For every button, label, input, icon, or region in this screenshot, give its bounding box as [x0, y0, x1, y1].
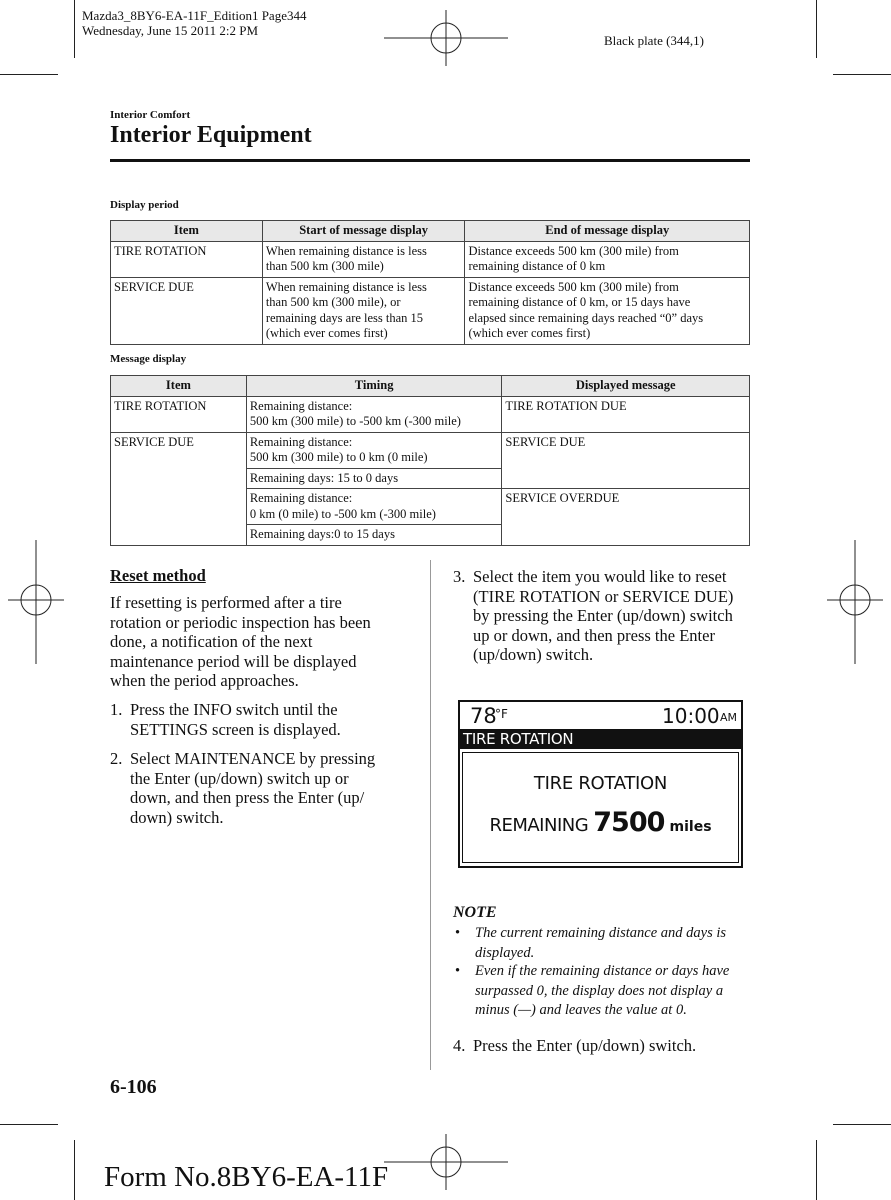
- remaining-unit: miles: [669, 819, 712, 835]
- table-row: [111, 241, 750, 277]
- text-line: Press the INFO switch until the: [130, 700, 338, 719]
- text-line: Even if the remaining distance or days have: [475, 963, 730, 979]
- remaining-value: 7500: [593, 807, 665, 838]
- step-1: [110, 700, 410, 740]
- table-row: [111, 396, 750, 432]
- timing-cell: [246, 489, 502, 525]
- temperature-unit: °F: [495, 707, 508, 721]
- timing-cell: [246, 396, 502, 432]
- page-number: 6-106: [110, 1076, 157, 1098]
- item-cell: SERVICE DUE: [111, 432, 247, 545]
- display-status-bar: [460, 702, 741, 729]
- cell-line: When remaining distance is less: [265, 243, 427, 258]
- cell-line: remaining distance of 0 km, or 15 days have: [468, 295, 691, 309]
- message-display-caption: Message display: [110, 353, 187, 365]
- note-item: [455, 924, 755, 964]
- text-line: Press the Enter (up/down) switch.: [473, 1036, 697, 1055]
- crop-mark: [816, 0, 817, 58]
- instrument-display: [458, 700, 743, 868]
- registration-mark-bottom: [384, 1134, 508, 1190]
- form-number: Form No.8BY6-EA-11F: [104, 1161, 389, 1193]
- message-cell: SERVICE OVERDUE: [502, 489, 750, 546]
- step-4: [453, 1036, 753, 1056]
- timing-cell: [246, 432, 502, 468]
- registration-mark-right: [827, 540, 883, 664]
- note-text: [475, 962, 729, 1021]
- registration-mark-top: [384, 10, 508, 66]
- message-display-table: [110, 375, 750, 546]
- item-cell: TIRE ROTATION: [111, 396, 247, 432]
- column-header: End of message display: [465, 221, 750, 242]
- table-header-row: [111, 221, 750, 242]
- end-cell: [465, 241, 750, 277]
- text-line: (TIRE ROTATION or SERVICE DUE): [473, 586, 734, 606]
- step-number: 1.: [110, 700, 123, 719]
- remaining-label: REMAINING: [489, 815, 589, 836]
- table-row: [111, 277, 750, 344]
- step-3: [453, 567, 753, 667]
- registration-mark-left: [8, 540, 64, 664]
- crop-mark: [74, 1140, 75, 1200]
- display-period-caption: Display period: [110, 199, 179, 211]
- text-line: by pressing the Enter (up/down) switch: [473, 606, 733, 625]
- cell-line: Distance exceeds 500 km (300 mile) from: [468, 243, 679, 258]
- display-main-label: TIRE ROTATION: [533, 773, 668, 794]
- item-cell: SERVICE DUE: [111, 277, 263, 344]
- message-cell: SERVICE DUE: [502, 432, 750, 489]
- end-cell: [465, 277, 750, 344]
- cell-line: (which ever comes first): [468, 326, 591, 340]
- crop-mark: [816, 1140, 817, 1200]
- text-line: If resetting is performed after a tire: [110, 593, 342, 612]
- text-line: SETTINGS screen is displayed.: [130, 719, 341, 739]
- message-cell: TIRE ROTATION DUE: [502, 396, 750, 432]
- column-header: Item: [111, 221, 263, 242]
- bullet-icon: •: [455, 963, 461, 979]
- timing-cell: Remaining days:0 to 15 days: [246, 525, 502, 546]
- cell-line: Distance exceeds 500 km (300 mile) from: [468, 279, 679, 294]
- cell-line: 500 km (300 mile) to 0 km (0 mile): [249, 450, 428, 464]
- crop-mark: [833, 74, 891, 75]
- cell-line: When remaining distance is less: [265, 279, 427, 294]
- title-rule: [110, 159, 750, 162]
- bullet-icon: •: [455, 925, 461, 941]
- start-cell: [262, 277, 465, 344]
- text-line: when the period approaches.: [110, 671, 299, 690]
- step-text: [473, 567, 733, 665]
- column-header: Timing: [246, 376, 502, 397]
- reset-intro: [110, 593, 410, 691]
- display-title-text: TIRE ROTATION: [463, 730, 574, 748]
- cell-line: remaining days are less than 15: [265, 310, 424, 325]
- text-line: (up/down) switch.: [473, 645, 594, 664]
- crop-mark: [0, 74, 58, 75]
- step-number: 2.: [110, 749, 123, 768]
- page-title: Interior Equipment: [110, 122, 312, 148]
- cell-line: 0 km (0 mile) to -500 km (-300 mile): [249, 506, 436, 521]
- cell-line: 500 km (300 mile) to -500 km (-300 mile): [249, 414, 461, 428]
- column-header: Start of message display: [262, 221, 465, 242]
- column-divider: [430, 560, 431, 1070]
- crop-mark: [833, 1124, 891, 1125]
- display-inner-panel: [462, 752, 739, 863]
- text-line: surpassed 0, the display does not display a: [475, 982, 724, 999]
- cell-line: elapsed since remaining days reached “0” days: [468, 310, 704, 325]
- cell-line: than 500 km (300 mile), or: [265, 295, 401, 309]
- clock-time: 10:00: [662, 704, 720, 728]
- text-line: maintenance period will be displayed: [110, 651, 357, 671]
- text-line: Select MAINTENANCE by pressing: [130, 749, 376, 768]
- note-title: NOTE: [453, 904, 497, 921]
- print-job-line-1: Mazda3_8BY6-EA-11F_Edition1 Page344: [82, 8, 307, 23]
- text-line: Select the item you would like to reset: [473, 567, 727, 586]
- table-header-row: [111, 376, 750, 397]
- start-cell: [262, 241, 465, 277]
- plate-label: Black plate (344,1): [604, 33, 704, 48]
- text-line: up or down, and then press the Enter: [473, 625, 715, 645]
- print-job-line-2: Wednesday, June 15 2011 2:2 PM: [82, 23, 259, 38]
- crop-mark: [0, 1124, 58, 1125]
- text-line: done, a notification of the next: [110, 632, 313, 651]
- note-text: [475, 924, 726, 963]
- display-remaining-row: [463, 807, 738, 838]
- timing-cell: Remaining days: 15 to 0 days: [246, 468, 502, 489]
- text-line: down, and then press the Enter (up/: [130, 788, 365, 807]
- step-text: [130, 700, 341, 739]
- step-number: 3.: [453, 567, 466, 586]
- step-number: 4.: [453, 1036, 466, 1055]
- column-header: Displayed message: [502, 376, 750, 397]
- note-item: [455, 962, 755, 1022]
- text-line: the Enter (up/down) switch up or: [130, 768, 349, 788]
- step-text: [130, 749, 375, 827]
- text-line: rotation or periodic inspection has been: [110, 612, 371, 632]
- clock-ampm: AM: [720, 711, 738, 724]
- text-line: minus (—) and leaves the value at 0.: [475, 1002, 687, 1018]
- text-line: The current remaining distance and days is: [475, 925, 727, 941]
- item-cell: TIRE ROTATION: [111, 241, 263, 277]
- crop-mark: [74, 0, 75, 58]
- text-line: down) switch.: [130, 807, 224, 827]
- cell-line: Remaining distance:: [249, 398, 353, 413]
- cell-line: Remaining distance:: [249, 434, 353, 449]
- cell-line: Remaining distance:: [249, 491, 353, 505]
- outside-temperature: 78: [470, 704, 497, 728]
- column-header: Item: [111, 376, 247, 397]
- reset-heading: Reset method: [110, 566, 206, 585]
- table-row: [111, 432, 750, 468]
- display-title-bar: [460, 729, 741, 749]
- cell-line: remaining distance of 0 km: [468, 259, 606, 273]
- step-text: [473, 1036, 696, 1056]
- step-2: [110, 749, 410, 829]
- section-label: Interior Comfort: [110, 109, 191, 121]
- cell-line: than 500 km (300 mile): [265, 259, 384, 273]
- display-period-table: [110, 220, 750, 345]
- cell-line: (which ever comes first): [265, 326, 388, 340]
- text-line: displayed.: [475, 944, 535, 961]
